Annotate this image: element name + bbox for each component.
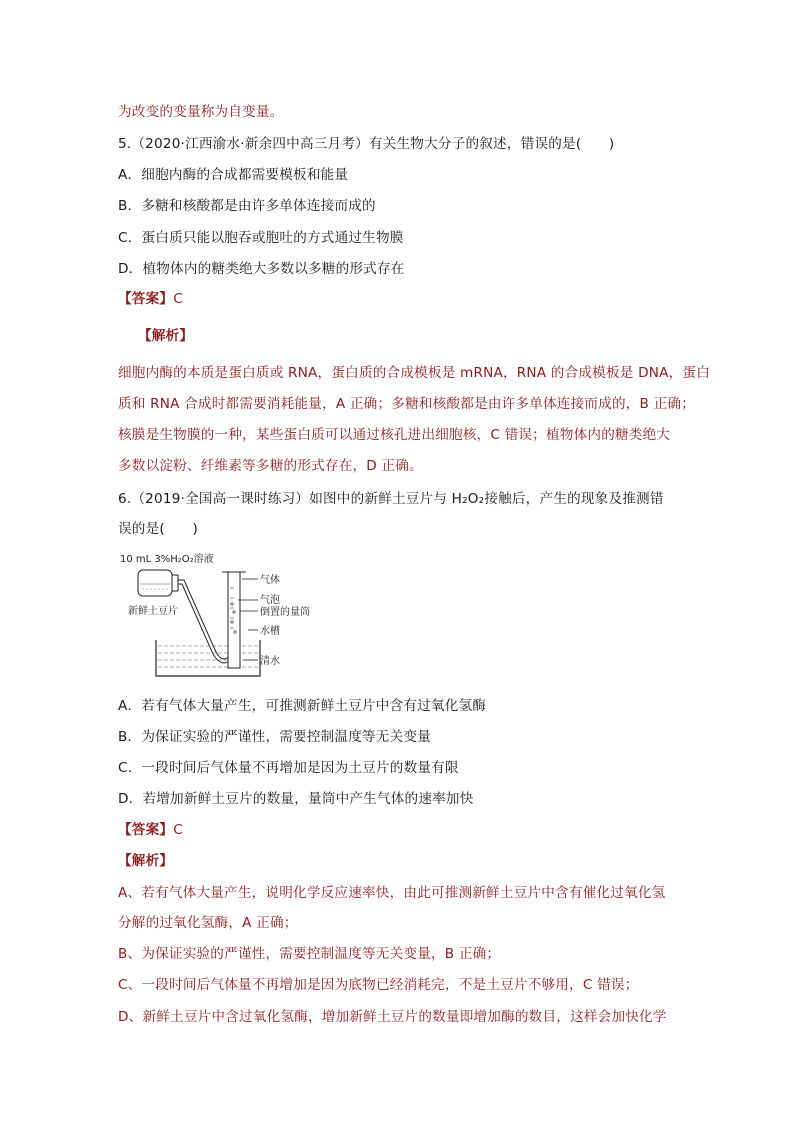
- gas-label: 气体: [260, 575, 280, 586]
- q5-analysis-line-1: 细胞内酶的本质是蛋白质或 RNA，蛋白质的合成模板是 mRNA，RNA 的合成模板是 DNA，蛋白: [118, 365, 710, 381]
- measuring-cylinder: [222, 572, 246, 668]
- q5-analysis-line-3: 核膜是生物膜的一种，某些蛋白质可以通过核孔进出细胞核，C 错误；植物体内的糖类绝大: [118, 427, 671, 443]
- q5-option-b: B．多糖和核酸都是由许多单体连接而成的: [118, 198, 376, 214]
- q6-analysis-line-1: A、若有气体大量产生，说明化学反应速率快，由此可推测新鲜土豆片中含有催化过氧化氢: [118, 885, 666, 901]
- answer-label: 【答案】: [118, 291, 174, 307]
- q5-option-c: C．蛋白质只能以胞吞或胞吐的方式通过生物膜: [118, 230, 404, 246]
- q5-stem: 5.（2020·江西渝水·新余四中高三月考）有关生物大分子的叙述，错误的是( ): [118, 136, 615, 152]
- q6-analysis-line-4: C、一段时间后气体量不再增加是因为底物已经消耗完，不是土豆片不够用，C 错误；: [118, 977, 639, 993]
- q6-option-c: C．一段时间后气体量不再增加是因为土豆片的数量有限: [118, 760, 459, 776]
- q6-option-a: A．若有气体大量产生，可推测新鲜土豆片中含有过氧化氢酶: [118, 698, 487, 714]
- answer-value: C: [173, 291, 183, 307]
- q5-analysis-line-2: 质和 RNA 合成时都需要消耗能量，A 正确；多糖和核酸都是由许多单体连接而成的，B 正确；: [118, 396, 695, 412]
- q5-option-d: D．植物体内的糖类绝大多数以多糖的形式存在: [118, 261, 405, 277]
- q6-analysis-line-3: B、为保证实验的严谨性，需要控制温度等无关变量，B 正确；: [118, 946, 501, 962]
- q5-analysis-label: 【解析】: [138, 328, 194, 344]
- q6-stem-line-1: 6.（2019·全国高一课时练习）如图中的新鲜土豆片与 H₂O₂接触后，产生的现象及推测错: [118, 491, 664, 507]
- potato-label: 新鲜土豆片: [128, 606, 178, 617]
- q6-analysis-label: 【解析】: [118, 853, 174, 869]
- q6-option-b: B．为保证实验的严谨性，需要控制温度等无关变量: [118, 729, 431, 745]
- q6-answer: [118, 821, 183, 839]
- previous-answer-tail: 为改变的变量称为自变量。: [118, 104, 284, 120]
- tank-label: 水槽: [260, 626, 280, 637]
- q5-answer: [118, 290, 183, 308]
- bottle-icon: [138, 570, 178, 596]
- q6-stem-line-2: 误的是( ): [118, 521, 198, 537]
- answer-label: 【答案】: [118, 822, 174, 838]
- bubble-label: 气泡: [260, 595, 280, 606]
- q6-option-d: D．若增加新鲜土豆片的数量，量筒中产生气体的速率加快: [118, 791, 474, 807]
- answer-value: C: [173, 822, 183, 838]
- experiment-diagram: [118, 548, 333, 680]
- cylinder-label: 倒置的量筒: [260, 607, 310, 618]
- solution-label: 10 mL 3%H₂O₂溶液: [120, 554, 214, 565]
- water-label: 清水: [260, 656, 280, 667]
- q5-analysis-line-4: 多数以淀粉、纤维素等多糖的形式存在，D 正确。: [118, 458, 423, 474]
- water-tank: [156, 640, 260, 676]
- q5-option-a: A．细胞内酶的合成都需要模板和能量: [118, 167, 349, 183]
- q6-analysis-line-5: D、新鲜土豆片中含过氧化氢酶，增加新鲜土豆片的数量即增加酶的数目，这样会加快化学: [118, 1009, 667, 1025]
- q6-analysis-line-2: 分解的过氧化氢酶，A 正确；: [118, 915, 298, 931]
